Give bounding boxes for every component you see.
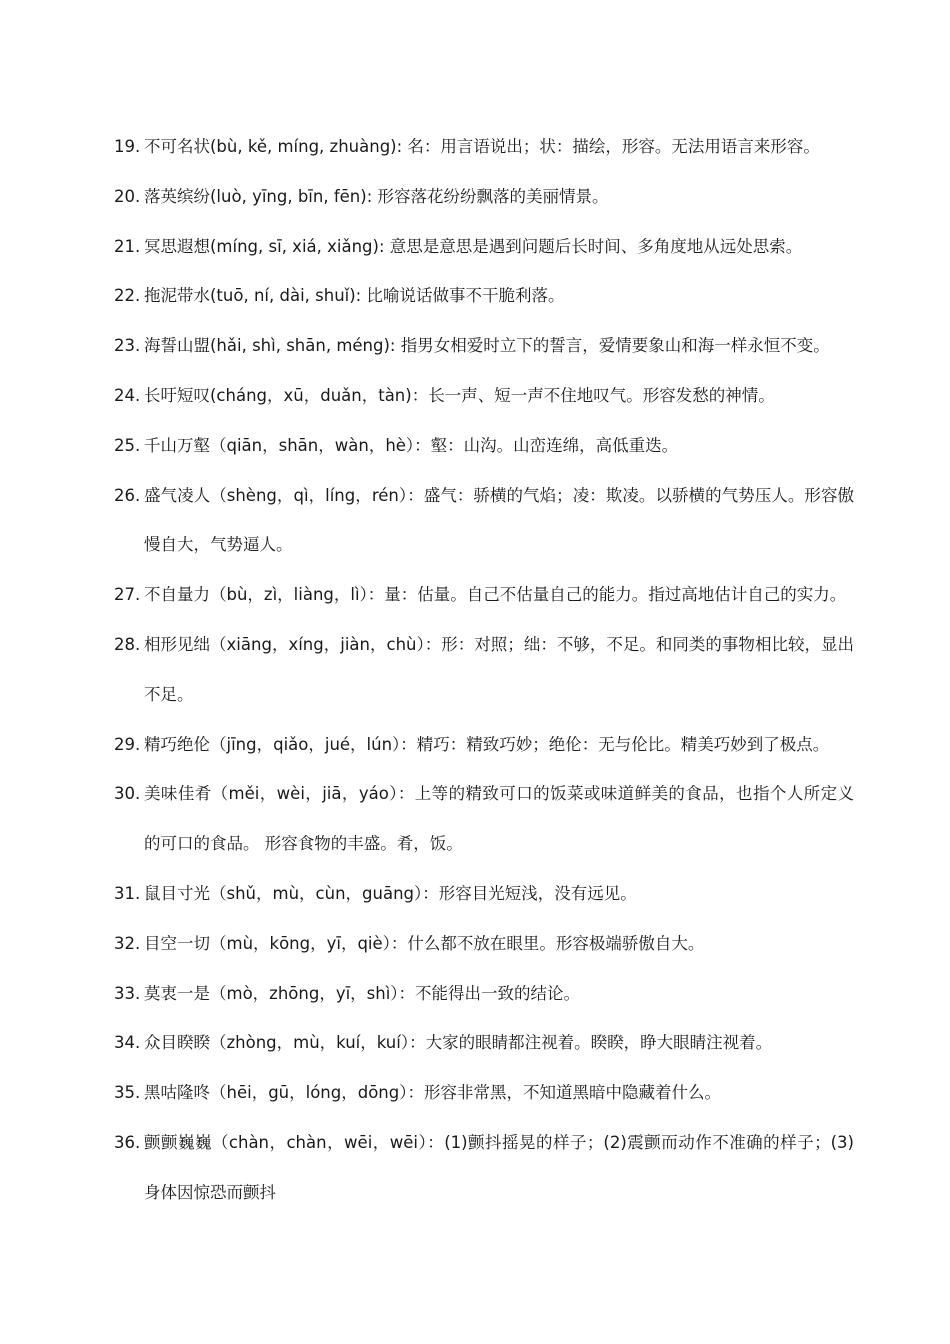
item-text: 莫衷一是（mò，zhōng，yī，shì）：不能得出一致的结论。 — [144, 983, 581, 1003]
item-text: 千山万壑（qiān，shān，wàn，hè）：壑：山沟。山峦连绵，高低重迭。 — [144, 435, 679, 455]
list-item — [114, 222, 854, 272]
item-text: 相形见绌（xiāng，xíng，jiàn，chù）：形：对照；绌：不够，不足。和同类的事物相比较，显出不足。 — [144, 634, 854, 704]
item-text: 众目睽睽（zhòng，mù，kuí，kuí）：大家的眼睛都注视着。睽睽，睁大眼睛注视着。 — [144, 1033, 773, 1053]
list-item — [114, 969, 854, 1019]
item-number: 21. — [114, 236, 141, 256]
item-text: 冥思遐想(míng, sī, xiá, xiǎng): 意思是意思是遇到问题后长时间、多角度地从远处思索。 — [144, 236, 803, 256]
list-item — [114, 919, 854, 969]
item-text: 不自量力（bù，zì，liàng，lì）：量：估量。自己不估量自己的能力。指过高地估计自己的实力。 — [144, 585, 847, 605]
item-number: 33. — [114, 983, 141, 1003]
item-number: 31. — [114, 883, 141, 903]
item-number: 22. — [114, 286, 141, 306]
list-item — [114, 471, 854, 571]
item-text: 盛气凌人（shèng，qì，líng，rén）：盛气：骄横的气焰；凌：欺凌。以骄横的气势压人。形容傲慢自大，气势逼人。 — [144, 485, 854, 555]
item-text: 落英缤纷(luò, yīng, bīn, fēn): 形容落花纷纷飘落的美丽情景。 — [144, 186, 609, 206]
list-item — [114, 271, 854, 321]
item-number: 23. — [114, 336, 141, 356]
item-number: 35. — [114, 1083, 141, 1103]
list-item — [114, 122, 854, 172]
item-number: 29. — [114, 734, 141, 754]
item-text: 精巧绝伦（jīng，qiǎo，jué，lún）：精巧：精致巧妙；绝伦：无与伦比。精美巧妙到了极点。 — [144, 734, 830, 754]
list-item — [114, 371, 854, 421]
idiom-list — [114, 122, 854, 1218]
item-number: 19. — [114, 137, 141, 156]
item-text: 目空一切（mù，kōng，yī，qiè）：什么都不放在眼里。形容极端骄傲自大。 — [144, 933, 705, 953]
item-number: 36. — [114, 1132, 141, 1152]
list-item — [114, 1118, 854, 1218]
item-number: 25. — [114, 435, 141, 455]
list-item — [114, 720, 854, 770]
item-text: 颤颤巍巍（chàn，chàn，wēi，wēi）：(1)颤抖摇晃的样子；(2)震颤而动作不准确的样子；(3)身体因惊恐而颤抖 — [144, 1132, 854, 1202]
item-text: 海誓山盟(hǎi, shì, shān, méng): 指男女相爱时立下的誓言，爱情要象山和海一样永恒不变。 — [144, 336, 830, 356]
item-number: 24. — [114, 385, 141, 405]
item-number: 30. — [114, 784, 141, 804]
item-text: 鼠目寸光（shǔ，mù，cùn，guāng）：形容目光短浅，没有远见。 — [144, 883, 637, 903]
item-number: 32. — [114, 933, 141, 953]
item-number: 20. — [114, 186, 141, 206]
item-number: 27. — [114, 585, 141, 605]
list-item — [114, 1018, 854, 1068]
item-number: 26. — [114, 485, 141, 505]
list-item — [114, 1068, 854, 1118]
list-item — [114, 172, 854, 222]
list-item — [114, 769, 854, 869]
item-text: 长吁短叹(cháng，xū，duǎn，tàn)：长一声、短一声不住地叹气。形容发愁的神情。 — [144, 385, 775, 405]
list-item — [114, 421, 854, 471]
list-item — [114, 570, 854, 620]
item-text: 不可名状(bù, kě, míng, zhuàng): 名：用言语说出；状：描绘，形容。无法用语言来形容。 — [144, 137, 820, 156]
list-item — [114, 620, 854, 720]
item-number: 34. — [114, 1033, 141, 1053]
list-item — [114, 321, 854, 371]
list-item — [114, 869, 854, 919]
item-text: 拖泥带水(tuō, ní, dài, shuǐ): 比喻说话做事不干脆利落。 — [144, 286, 565, 306]
item-text: 美味佳肴（měi，wèi，jiā，yáo）：上等的精致可口的饭菜或味道鲜美的食品，也指个人所定义的可口的食品。 形容食物的丰盛。肴，饭。 — [144, 784, 854, 854]
item-number: 28. — [114, 634, 141, 654]
item-text: 黑咕隆咚（hēi，gū，lóng，dōng）：形容非常黑，不知道黑暗中隐藏着什么。 — [144, 1083, 721, 1103]
